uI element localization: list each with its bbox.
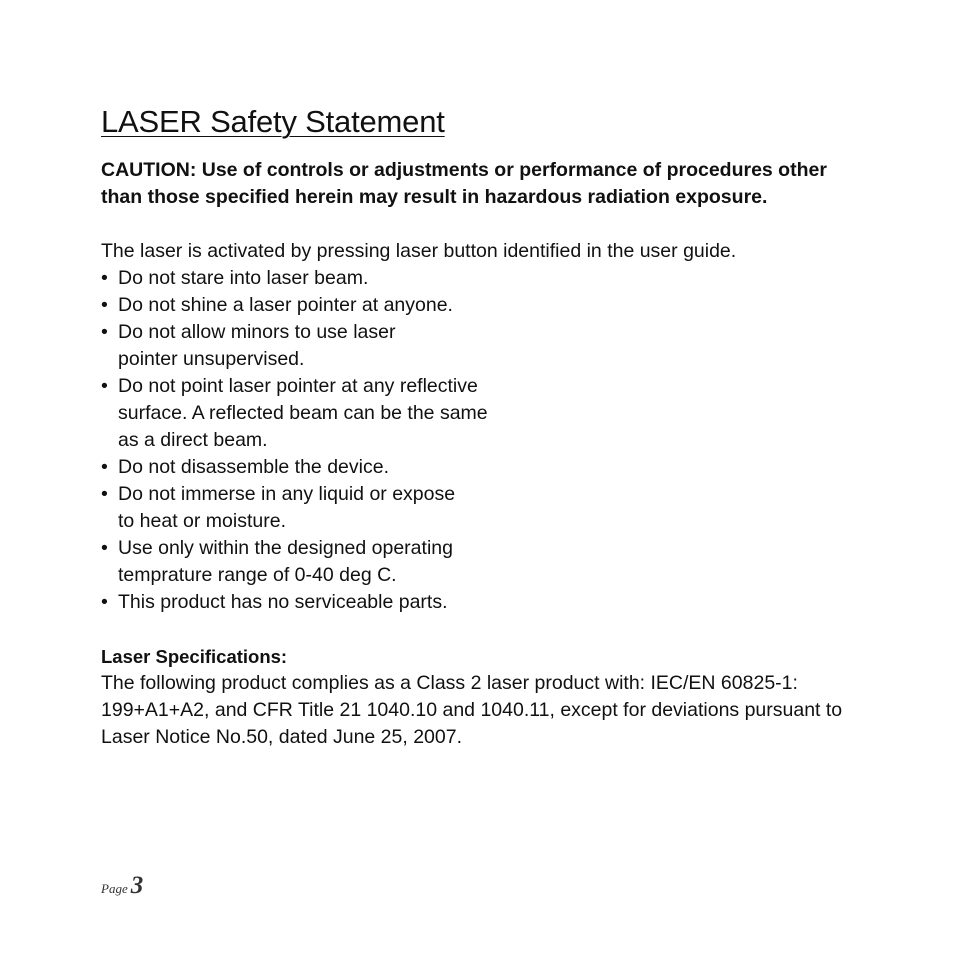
bullet-text: Do not immerse in any liquid or expose to heat or moisture. xyxy=(118,483,456,532)
bullet-item xyxy=(101,481,861,535)
bullet-dot: • xyxy=(101,321,108,343)
bullet-dot: • xyxy=(101,591,108,613)
bullet-dot: • xyxy=(101,483,108,505)
bullet-dot: • xyxy=(101,537,108,559)
bullet-dot: • xyxy=(101,456,108,478)
bullet-item xyxy=(101,454,861,481)
safety-bullet-list xyxy=(101,265,861,616)
bullet-item xyxy=(101,373,861,454)
bullet-text: Do not allow minors to use laser pointer unsupervised. xyxy=(118,321,396,370)
page-title: LASER Safety Statement xyxy=(101,104,445,139)
bullet-text: Use only within the designed operating temprature range of 0-40 deg C. xyxy=(118,537,453,586)
bullet-dot: • xyxy=(101,267,108,289)
page-label: Page xyxy=(101,881,128,896)
bullet-item xyxy=(101,535,861,589)
page-footer xyxy=(101,872,143,900)
bullet-dot: • xyxy=(101,375,108,397)
specifications-text: The following product complies as a Class 2 laser product with: IEC/EN 60825-1: 199+A1+A2, and CFR Title 21 1040.10 and 1040.11, except for deviations pursuant to Laser Notice No.50, dated June 25, 2007. xyxy=(101,672,843,748)
bullet-text: This product has no serviceable parts. xyxy=(118,591,448,613)
bullet-text: Do not stare into laser beam. xyxy=(118,267,369,289)
bullet-text: Do not disassemble the device. xyxy=(118,456,389,478)
page-number: 3 xyxy=(130,872,144,899)
bullet-text: Do not shine a laser pointer at anyone. xyxy=(118,294,453,316)
caution-statement: CAUTION: Use of controls or adjustments or performance of procedures other than those specified herein may result in hazardous radiation exposure. xyxy=(101,159,827,208)
document-page xyxy=(101,100,861,751)
bullet-item xyxy=(101,292,861,319)
bullet-dot: • xyxy=(101,294,108,316)
bullet-item xyxy=(101,265,861,292)
specifications-heading: Laser Specifications: xyxy=(101,646,288,667)
bullet-item xyxy=(101,589,861,616)
bullet-item xyxy=(101,319,861,373)
bullet-text: Do not point laser pointer at any reflective surface. A reflected beam can be the same as a direct beam. xyxy=(118,375,488,451)
intro-text: The laser is activated by pressing laser button identified in the user guide. xyxy=(101,240,737,262)
